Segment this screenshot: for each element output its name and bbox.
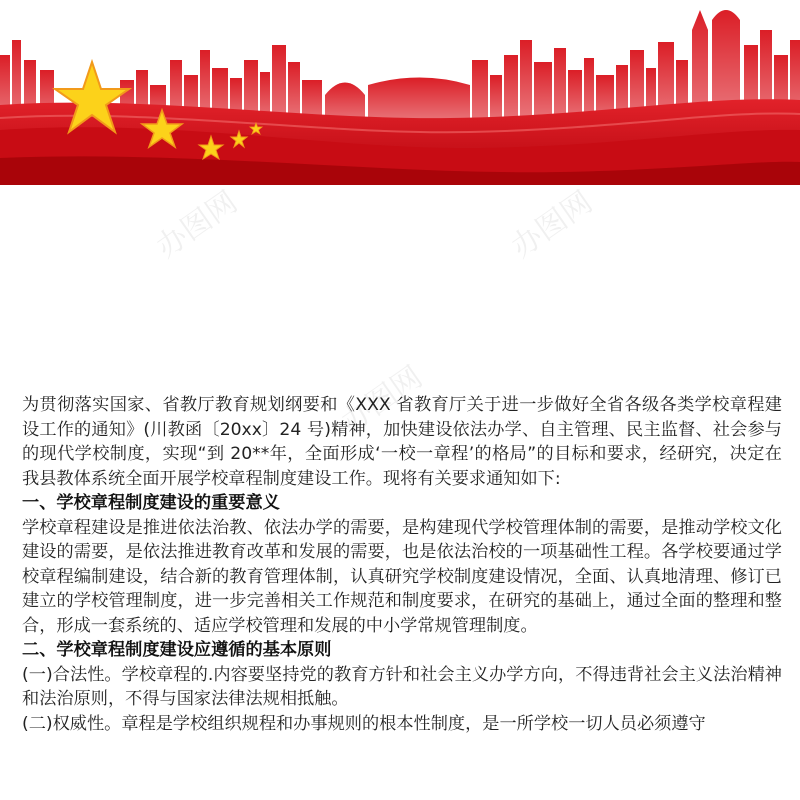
section-heading-1: 一、学校章程制度建设的重要意义	[22, 493, 280, 513]
section-1-paragraph: 学校章程建设是推进依法治教、依法办学的需要，是构建现代学校管理体制的需要，是推动学校文化建设的需要，是依法推进教育改革和发展的需要，也是依法治校的一项基础性工程。各学校要通过学校章程编制建设，结合新的教育管理体制，认真研究学校制度建设情况，全面、认真地清理、修订已建立的学校管理制度，进一步完善相关工作规范和制度要求，在研究的基础上，通过全面的整理和整合，形成一套系统的、适应学校管理和发展的中小学常规管理制度。	[22, 517, 782, 636]
header-banner	[0, 0, 800, 185]
principle-legality-paragraph: (一)合法性。学校章程的.内容要坚持党的教育方针和社会主义办学方向，不得违背社会主义法治精神和法治原则，不得与国家法律法规相抵触。	[22, 664, 782, 709]
document-body	[22, 393, 782, 736]
intro-paragraph: 为贯彻落实国家、省教厅教育规划纲要和《XXX 省教育厅关于进一步做好全省各级各类学校章程建设工作的通知》(川教函〔20xx〕24 号)精神，加快建设依法办学、自主管理、民主监督、社会参与的现代学校制度，实现“到 20**年，全面形成‘一校一章程’的格局”的目标和要求，经研究，决定在我县教体系统全面开展学校章程制度建设工作。现将有关要求通知如下:	[22, 395, 782, 489]
section-heading-2: 二、学校章程制度建设应遵循的基本原则	[22, 640, 332, 660]
principle-authority-paragraph: (二)权威性。章程是学校组织规程和办事规则的根本性制度，是一所学校一切人员必须遵守	[22, 713, 706, 734]
city-skyline-icon	[0, 0, 800, 185]
watermark: 办图网	[505, 184, 599, 266]
watermark: 办图网	[335, 359, 429, 441]
watermark: 办图网	[150, 184, 244, 266]
